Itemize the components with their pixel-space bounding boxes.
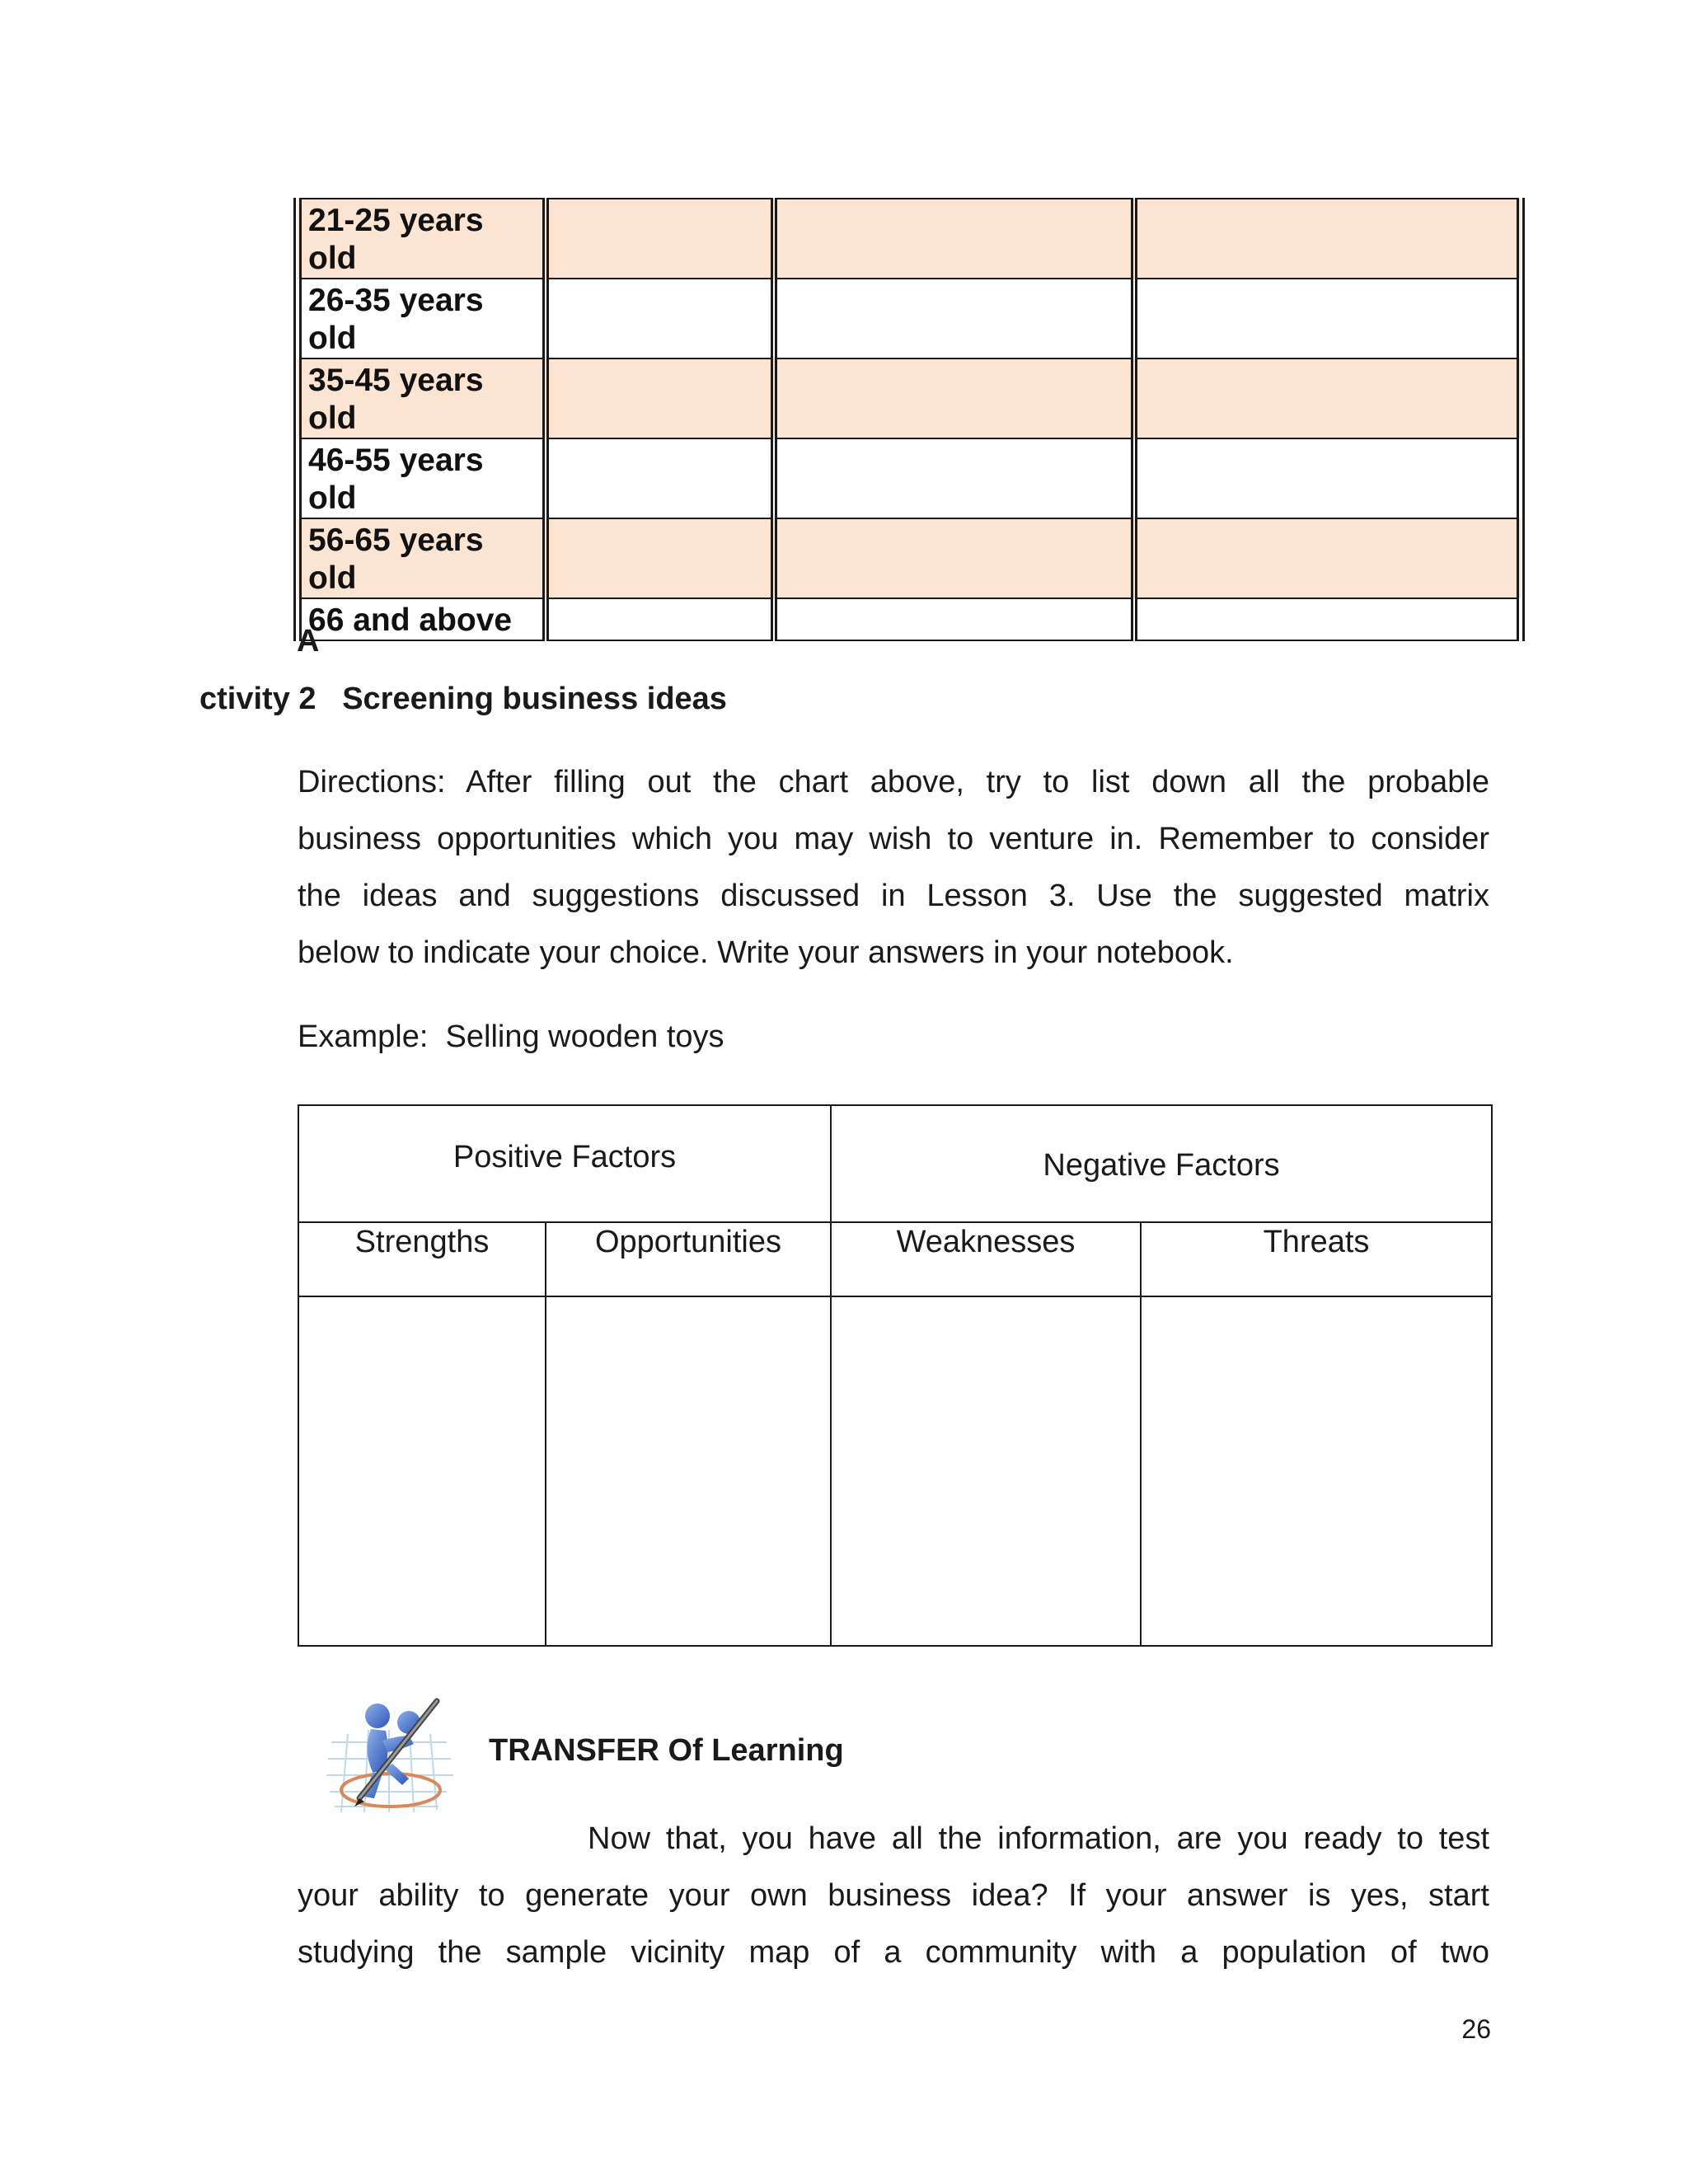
table-cell[interactable] (1134, 279, 1521, 359)
directions-paragraph (298, 754, 1489, 982)
paragraph-line: Directions: After filling out the chart above, try to list down all the probable (298, 765, 1489, 799)
table-row (298, 598, 1521, 640)
table-cell[interactable] (546, 598, 773, 640)
table-cell[interactable] (774, 438, 1135, 518)
table-cell[interactable] (546, 279, 773, 359)
age-label: 21-25 years old (308, 203, 484, 276)
table-cell[interactable] (1134, 438, 1521, 518)
table-cell[interactable] (546, 199, 773, 279)
transfer-of-learning-title: TRANSFER Of Learning (489, 1733, 844, 1768)
table-cell[interactable] (1134, 359, 1521, 438)
page-number: 26 (1461, 2014, 1491, 2044)
positive-factors-header: Positive Factors (298, 1105, 831, 1222)
threats-header: Threats (1141, 1222, 1492, 1296)
table-cell[interactable] (546, 359, 773, 438)
table-cell[interactable] (774, 518, 1135, 598)
table-row (298, 199, 1521, 279)
swot-matrix (298, 1104, 1493, 1647)
opportunities-header: Opportunities (546, 1222, 831, 1296)
paragraph-line: below to indicate your choice. Write your answers in your notebook. (298, 935, 1234, 970)
table-row (298, 518, 1521, 598)
age-group-table (293, 198, 1525, 641)
paragraph-line: studying the sample vicinity map of a community with a population of two (298, 1935, 1489, 1970)
paragraph-line: business opportunities which you may wish to venture in. Remember to consider (298, 822, 1489, 856)
opportunities-cell[interactable] (546, 1296, 831, 1646)
activity-heading: ctivity 2 Screening business ideas (199, 682, 727, 716)
table-cell[interactable] (1134, 518, 1521, 598)
threats-cell[interactable] (1141, 1296, 1492, 1646)
table-cell[interactable] (774, 359, 1135, 438)
weaknesses-header: Weaknesses (831, 1222, 1141, 1296)
paragraph-line: your ability to generate your own business idea? If your answer is yes, start (298, 1878, 1489, 1913)
table-cell[interactable] (546, 438, 773, 518)
strengths-header: Strengths (298, 1222, 546, 1296)
table-row (298, 359, 1521, 438)
age-label: 46-55 years old (308, 443, 484, 516)
table-row (298, 279, 1521, 359)
negative-factors-header: Negative Factors (831, 1105, 1492, 1222)
table-cell[interactable] (1134, 598, 1521, 640)
table-row (298, 438, 1521, 518)
table-cell[interactable] (774, 199, 1135, 279)
table-cell[interactable] (546, 518, 773, 598)
table-cell[interactable] (774, 598, 1135, 640)
paragraph-line: the ideas and suggestions discussed in Lesson 3. Use the suggested matrix (298, 879, 1489, 913)
person-drawing-icon (323, 1693, 462, 1813)
activity-heading-letter: A (297, 624, 320, 658)
table-cell[interactable] (1134, 199, 1521, 279)
transfer-paragraph (298, 1811, 1489, 1981)
weaknesses-cell[interactable] (831, 1296, 1141, 1646)
age-label: 56-65 years old (308, 523, 484, 596)
age-label: 26-35 years old (308, 283, 484, 356)
strengths-cell[interactable] (298, 1296, 546, 1646)
example-text: Example: Selling wooden toys (298, 1019, 724, 1054)
table-cell[interactable] (774, 279, 1135, 359)
paragraph-line: Now that, you have all the information, are you ready to test (588, 1821, 1489, 1856)
age-label: 35-45 years old (308, 363, 484, 436)
age-label: 66 and above (308, 602, 513, 638)
